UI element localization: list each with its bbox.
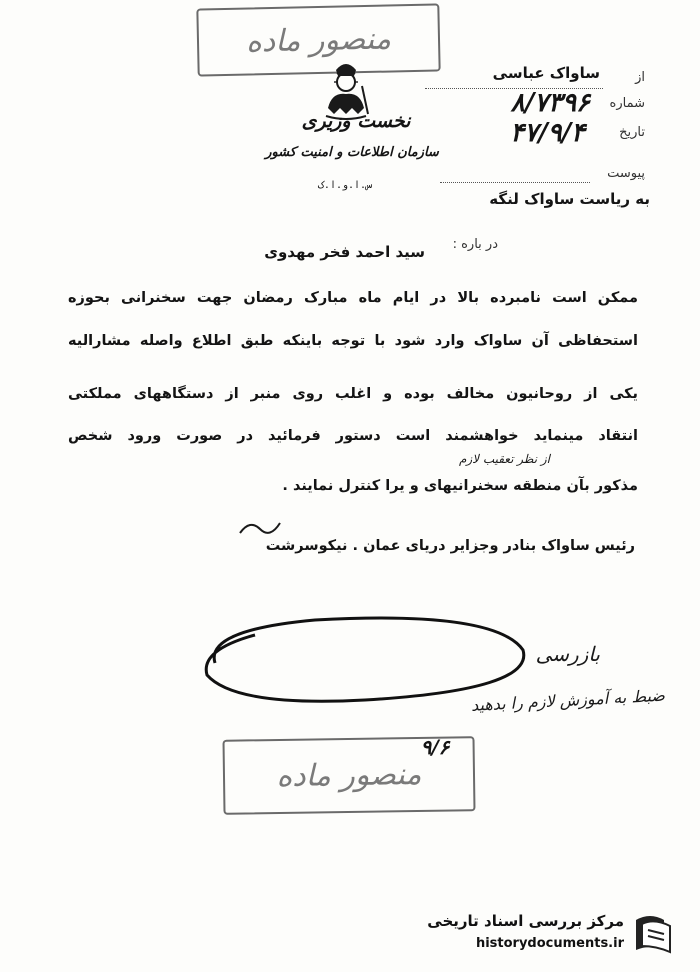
body-line-1: ممکن است نامبرده بالا در ایام ماه مبارک رمضان جهت سخنرانی بحوزه (68, 290, 638, 306)
margin-note-inspection: بازرسی (535, 642, 600, 666)
subject-label: در باره : (452, 237, 498, 252)
number-label: شماره (609, 96, 645, 111)
archive-logo-icon (630, 910, 676, 956)
margin-number: ۹/۶ (420, 735, 450, 759)
body-line-2: استحفاظی آن ساواک وارد شود با توجه باینکه طبق اطلاع واصله مشارالیه (68, 333, 638, 349)
subject-value: سید احمد فخر مهدوی (264, 243, 425, 261)
body-line-3: یکی از روحانیون مخالف بوده و اغلب روی منبر از دستگاههای مملکتی (68, 386, 638, 402)
ministry-title: نخست وزیری (301, 110, 411, 132)
date-value: ۴۷/۹/۴ (510, 118, 585, 148)
signature-line: رئیس ساواک بنادر وجزایر دریای عمان . نیکوسرشت (265, 538, 635, 554)
margin-note-instruction: ضبط به آموزش لازم را بدهید (470, 685, 666, 715)
organization-code: س.ا.و.ا.ک (317, 180, 373, 191)
stamp-bottom-text: منصور ماده (276, 756, 422, 795)
recipient: به ریاست ساواک لنگه (489, 190, 650, 208)
attachment-dotline (440, 182, 590, 183)
interline-handwritten-note: از نظر تعقیب لازم (458, 452, 550, 466)
body-line-4: انتقاد مینماید خواهشمند است دستور فرمائید در صورت ورود شخص (68, 428, 638, 444)
organization-name: سازمان اطلاعات و امنیت کشور (265, 145, 439, 160)
body-line-5: مذکور بآن منطقه سخنرانیهای و یرا کنترل نمایند . (282, 478, 638, 494)
stamp-top-text: منصور ماده (245, 20, 392, 60)
footer-title: مرکز بررسی اسناد تاریخی (427, 912, 624, 930)
from-label: از (635, 70, 645, 85)
number-value: ۸/۷۳۹۶ (510, 88, 590, 118)
date-label: تاریخ (619, 125, 645, 140)
signature-scribble-icon (230, 515, 290, 545)
footer-url-link[interactable]: historydocuments.ir (475, 936, 624, 951)
from-value: ساواک عباسی (492, 64, 600, 82)
attachment-label: پیوست (607, 166, 645, 181)
